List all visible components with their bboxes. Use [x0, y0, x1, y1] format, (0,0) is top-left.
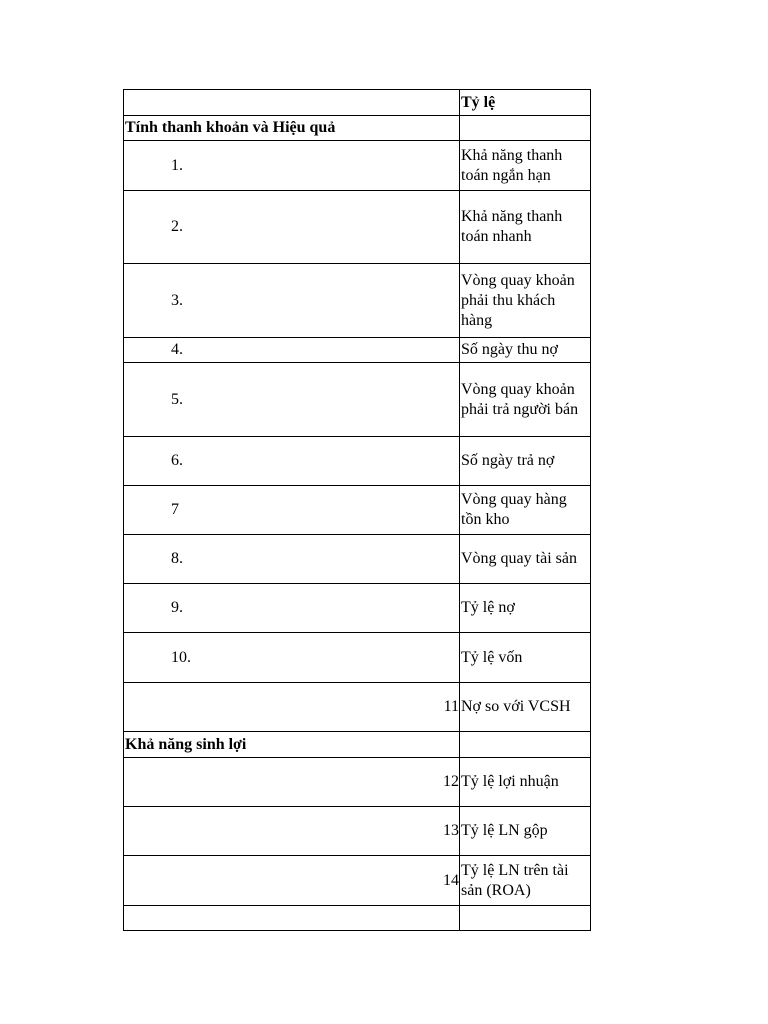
empty-cell	[460, 906, 591, 931]
row-label: Vòng quay khoản phải thu khách hàng	[460, 264, 591, 338]
row-label: Khả năng thanh toán ngắn hạn	[460, 141, 591, 191]
row-label: Vòng quay tài sản	[460, 535, 591, 584]
row-number: 4.	[124, 338, 460, 363]
table-row	[124, 856, 591, 906]
ratio-table	[123, 89, 591, 931]
row-number: 3.	[124, 264, 460, 338]
section-row-profitability	[124, 732, 591, 758]
table-row	[124, 807, 591, 856]
table-row	[124, 338, 591, 363]
table-row	[124, 264, 591, 338]
table-row	[124, 535, 591, 584]
header-ratio: Tỷ lệ	[460, 90, 591, 116]
empty-cell	[124, 906, 460, 931]
row-label: Số ngày trả nợ	[460, 437, 591, 486]
row-number: 2.	[124, 191, 460, 264]
table-row	[124, 141, 591, 191]
row-number: 12	[124, 758, 460, 807]
row-number: 11	[124, 683, 460, 732]
row-label: Tỷ lệ vốn	[460, 633, 591, 683]
row-number: 9.	[124, 584, 460, 633]
header-row	[124, 90, 591, 116]
row-label: Số ngày thu nợ	[460, 338, 591, 363]
row-number: 1.	[124, 141, 460, 191]
row-number: 10.	[124, 633, 460, 683]
table-row	[124, 633, 591, 683]
empty-row	[124, 906, 591, 931]
section-title: Khả năng sinh lợi	[124, 732, 460, 758]
row-number: 5.	[124, 363, 460, 437]
table-row	[124, 191, 591, 264]
empty-cell	[460, 732, 591, 758]
table-row	[124, 683, 591, 732]
table-row	[124, 758, 591, 807]
row-label: Vòng quay khoản phải trả người bán	[460, 363, 591, 437]
empty-cell	[460, 116, 591, 141]
row-label: Vòng quay hàng tồn kho	[460, 486, 591, 535]
row-label: Khả năng thanh toán nhanh	[460, 191, 591, 264]
row-label: Tỷ lệ nợ	[460, 584, 591, 633]
row-label: Tỷ lệ lợi nhuận	[460, 758, 591, 807]
row-number: 6.	[124, 437, 460, 486]
table-row	[124, 363, 591, 437]
row-number: 14	[124, 856, 460, 906]
section-title: Tính thanh khoản và Hiệu quả	[124, 116, 460, 141]
row-label: Tỷ lệ LN trên tài sản (ROA)	[460, 856, 591, 906]
table-row	[124, 584, 591, 633]
section-row-liquidity	[124, 116, 591, 141]
row-label: Tỷ lệ LN gộp	[460, 807, 591, 856]
table-row	[124, 437, 591, 486]
row-number: 13	[124, 807, 460, 856]
header-cell-empty	[124, 90, 460, 116]
row-number: 7	[124, 486, 460, 535]
row-label: Nợ so với VCSH	[460, 683, 591, 732]
table-row	[124, 486, 591, 535]
row-number: 8.	[124, 535, 460, 584]
